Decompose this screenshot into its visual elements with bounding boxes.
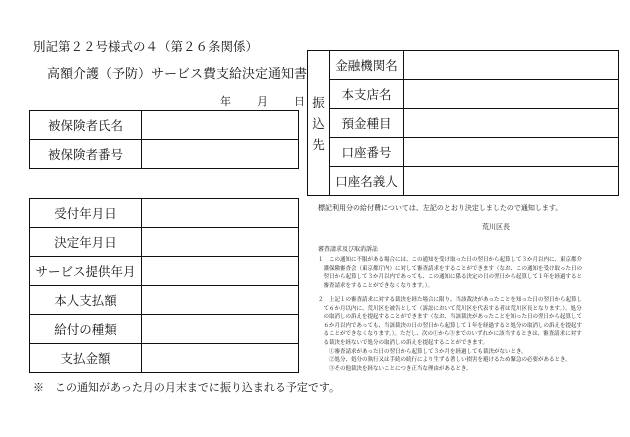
appeal-line: ①審査請求があった日の翌日から起算して３か月を経過しても裁決がないとき。 — [318, 348, 527, 355]
issuer-name: 荒川区長 — [482, 223, 510, 231]
account-holder-value — [404, 167, 619, 196]
date-month-label: 月 — [257, 95, 268, 108]
insured-name-label: 被保険者氏名 — [30, 111, 142, 140]
benefit-type-value — [142, 315, 299, 344]
insured-number-label: 被保険者番号 — [30, 140, 142, 169]
benefit-details-table — [29, 198, 299, 373]
date-year-label: 年 — [220, 95, 231, 108]
transfer-destination-label — [308, 51, 330, 196]
appeal-line: 護保険審査会（東京都庁内）に対して審査請求をすることができます（なお、この通知を受け取った日の — [318, 265, 583, 272]
insured-number-value — [142, 140, 299, 169]
appeal-line: 審査請求をすることができなくなります。）。 — [318, 282, 434, 289]
branch-name-value — [404, 80, 619, 109]
insured-name-value — [142, 111, 299, 140]
received-date-label: 受付年月日 — [30, 199, 142, 228]
transfer-destination-table — [307, 50, 619, 196]
issue-date — [220, 93, 305, 109]
service-month-value — [142, 257, 299, 286]
transfer-char: 先 — [312, 136, 325, 152]
account-type-label: 預金種目 — [330, 109, 404, 138]
appeal-line: １ この通知に不服がある場合には、この通知を受け取った日の翌日から起算して３か月以内に、東京都介 — [318, 257, 583, 263]
transfer-char: 振 — [312, 94, 325, 110]
self-pay-value — [142, 286, 299, 315]
appeal-line: 翌日から起算して３か月以内であっても、この通知に係る決定の日の翌日から起算して１年を経過すると — [318, 274, 582, 281]
benefit-type-label: 給付の種類 — [30, 315, 142, 344]
self-pay-label: 本人支払額 — [30, 286, 142, 315]
appeal-line: ２ 上記１の審査請求に対する裁決を経た場合に限り、当該裁決があったことを知った日の翌日から起算し — [318, 297, 582, 303]
appeal-line: ②処分、処分の執行又は手続の続行により生ずる著しい損害を避けるため緊急の必要があるとき。 — [318, 357, 571, 364]
appeal-paragraph-1 — [318, 256, 582, 290]
document-title: 高額介護（予防）サービス費支給決定通知書 — [47, 67, 308, 82]
received-date-value — [142, 199, 299, 228]
decision-date-label: 決定年月日 — [30, 228, 142, 257]
appeal-paragraph-2 — [318, 296, 582, 373]
transfer-footnote: ※ この通知があった月の月末までに振り込まれる予定です。 — [33, 381, 341, 394]
appeal-section-title: 審査請求及び取消訴訟 — [318, 246, 379, 253]
transfer-char: 込 — [312, 115, 325, 131]
account-holder-label: 口座名義人 — [330, 167, 404, 196]
insured-person-table — [29, 110, 299, 169]
date-day-label: 日 — [294, 95, 305, 108]
bank-name-label: 金融機関名 — [330, 51, 404, 80]
bank-name-value — [404, 51, 619, 80]
appeal-line: ③その他裁決を経ないことにつき正当な理由があるとき。 — [318, 365, 472, 372]
appeal-line: て６か月以内に、荒川区を被告として（訴訟において荒川区を代表する者は荒川区長となります。）、処分 — [318, 305, 582, 312]
appeal-line: ６か月以内であっても、当該裁決の日の翌日から起算して１年を経過すると処分の取消しの訴えを提起す — [318, 322, 582, 329]
service-month-label: サービス提供年月 — [30, 257, 142, 286]
branch-name-label: 本支店名 — [330, 80, 404, 109]
appeal-line: の取消しの訴えを提起することができます（なお、当該裁決があったことを知った日の翌日から起算して — [318, 314, 582, 321]
decision-statement: 標記利用分の給付費については、左記のとおり決定しましたので通知します。 — [318, 204, 563, 212]
payment-amount-value — [142, 344, 299, 373]
account-number-label: 口座番号 — [330, 138, 404, 167]
payment-amount-label: 支払金額 — [30, 344, 142, 373]
appeal-line: る裁決を経ないで処分の取消しの訴えを提起することができます。 — [318, 339, 489, 346]
decision-date-value — [142, 228, 299, 257]
account-type-value — [404, 109, 619, 138]
appeal-line: ることができなくなります。）。ただし、次の①から③までのいずれかに該当するときは、審査請求に対す — [318, 331, 582, 338]
account-number-value — [404, 138, 619, 167]
form-code: 別記第２２号様式の４（第２６条関係） — [33, 39, 259, 54]
